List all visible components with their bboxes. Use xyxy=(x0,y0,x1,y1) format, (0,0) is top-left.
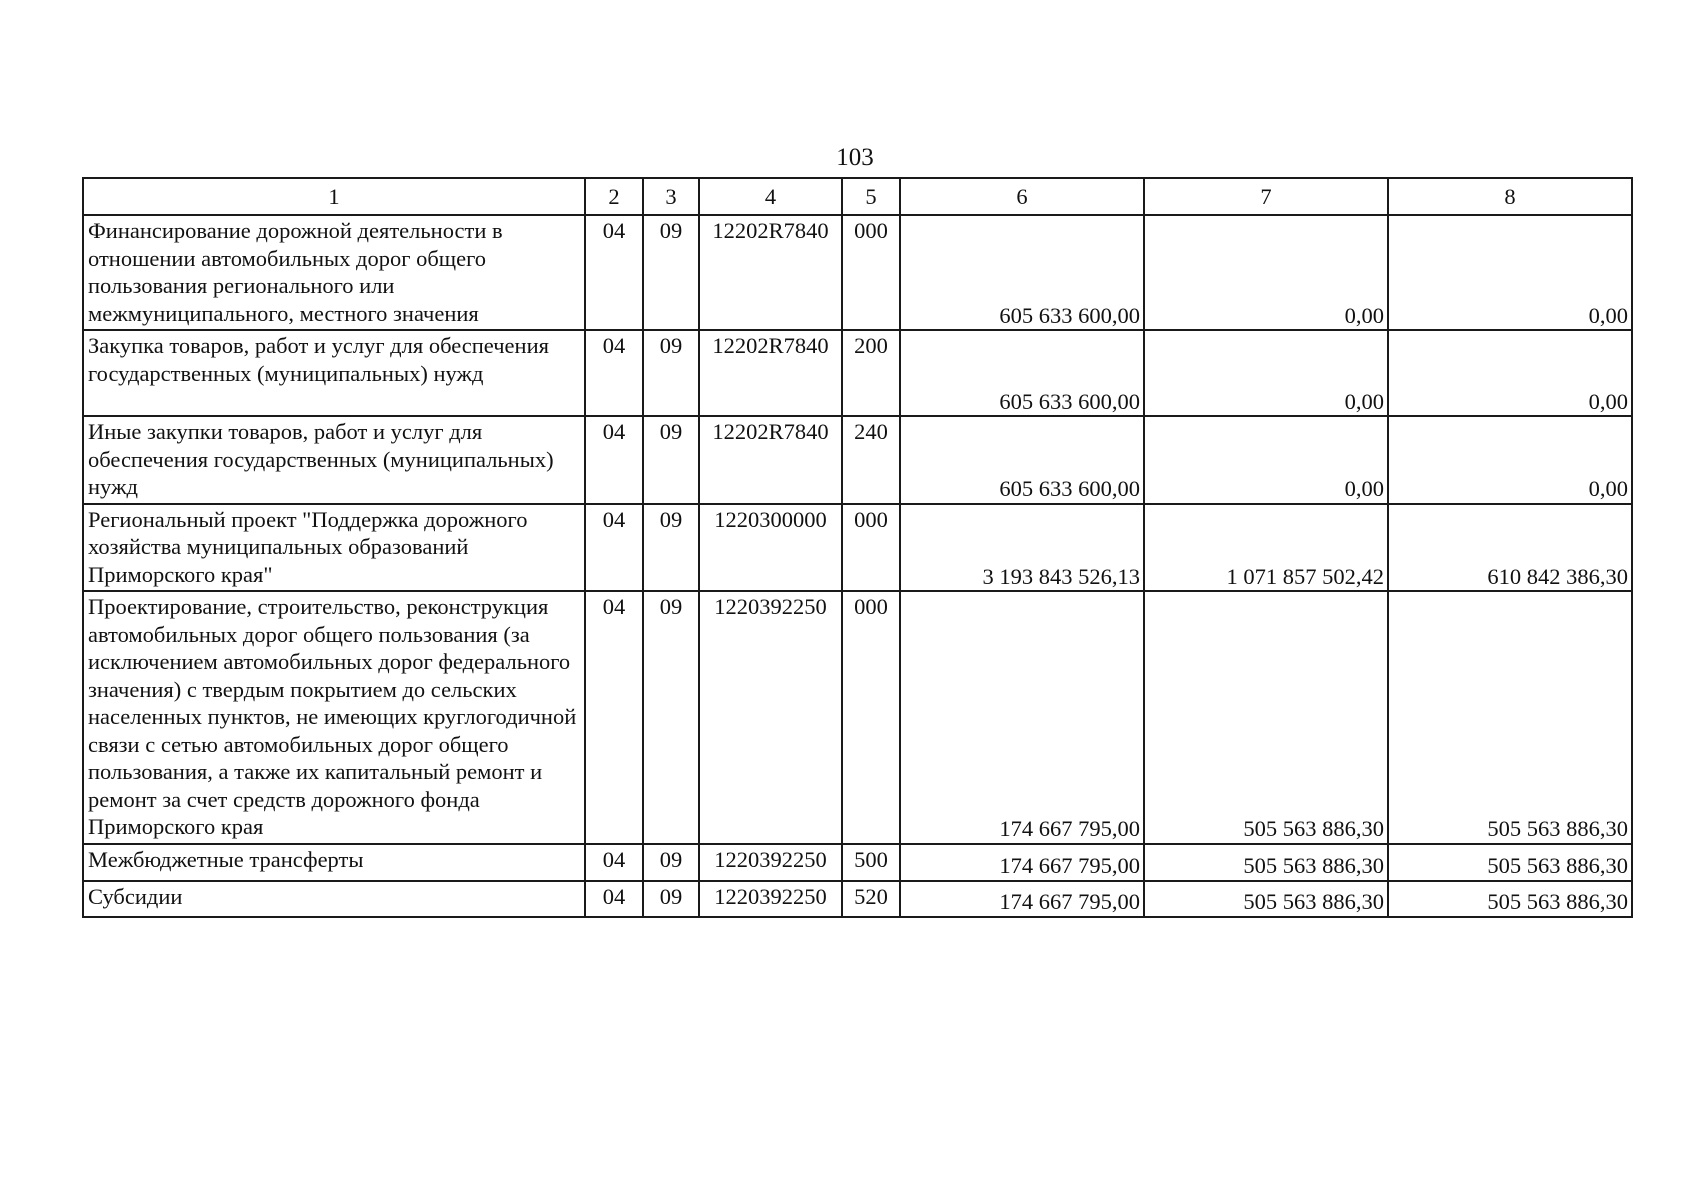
table-row xyxy=(83,591,1632,844)
row-amount-7: 505 563 886,30 xyxy=(1144,881,1388,917)
row-section: 04 xyxy=(585,416,643,504)
row-amount-7: 1 071 857 502,42 xyxy=(1144,504,1388,592)
row-amount-8: 505 563 886,30 xyxy=(1388,591,1632,844)
column-header: 4 xyxy=(699,178,842,215)
table-row xyxy=(83,215,1632,330)
column-header: 5 xyxy=(842,178,900,215)
row-amount-6: 174 667 795,00 xyxy=(900,881,1144,917)
row-section: 04 xyxy=(585,330,643,416)
row-amount-6: 605 633 600,00 xyxy=(900,215,1144,330)
row-amount-6: 3 193 843 526,13 xyxy=(900,504,1144,592)
row-subsection: 09 xyxy=(643,504,699,592)
column-header: 8 xyxy=(1388,178,1632,215)
row-amount-7: 505 563 886,30 xyxy=(1144,591,1388,844)
row-subsection: 09 xyxy=(643,591,699,844)
row-amount-8: 505 563 886,30 xyxy=(1388,844,1632,881)
budget-table xyxy=(82,177,1633,918)
row-amount-7: 0,00 xyxy=(1144,215,1388,330)
row-target-article: 1220300000 xyxy=(699,504,842,592)
row-section: 04 xyxy=(585,215,643,330)
row-name: Закупка товаров, работ и услуг для обеспечения государственных (муниципальных) нужд xyxy=(83,330,585,416)
row-section: 04 xyxy=(585,844,643,881)
row-amount-8: 610 842 386,30 xyxy=(1388,504,1632,592)
table-row xyxy=(83,330,1632,416)
row-amount-7: 0,00 xyxy=(1144,330,1388,416)
row-amount-6: 605 633 600,00 xyxy=(900,416,1144,504)
row-expense-type: 520 xyxy=(842,881,900,917)
table-header-row xyxy=(83,178,1632,215)
column-header: 7 xyxy=(1144,178,1388,215)
row-expense-type: 000 xyxy=(842,215,900,330)
row-amount-7: 0,00 xyxy=(1144,416,1388,504)
column-header: 3 xyxy=(643,178,699,215)
row-subsection: 09 xyxy=(643,881,699,917)
row-name: Региональный проект "Поддержка дорожного хозяйства муниципальных образований Приморского края" xyxy=(83,504,585,592)
row-amount-6: 174 667 795,00 xyxy=(900,591,1144,844)
row-section: 04 xyxy=(585,881,643,917)
row-target-article: 1220392250 xyxy=(699,844,842,881)
row-subsection: 09 xyxy=(643,215,699,330)
row-subsection: 09 xyxy=(643,416,699,504)
table-row xyxy=(83,504,1632,592)
table-row xyxy=(83,881,1632,917)
row-amount-6: 605 633 600,00 xyxy=(900,330,1144,416)
row-target-article: 12202R7840 xyxy=(699,215,842,330)
row-expense-type: 000 xyxy=(842,591,900,844)
row-amount-8: 0,00 xyxy=(1388,215,1632,330)
table-row xyxy=(83,416,1632,504)
row-amount-7: 505 563 886,30 xyxy=(1144,844,1388,881)
row-name: Межбюджетные трансферты xyxy=(83,844,585,881)
row-name: Иные закупки товаров, работ и услуг для обеспечения государственных (муниципальных) нужд xyxy=(83,416,585,504)
row-target-article: 12202R7840 xyxy=(699,416,842,504)
row-expense-type: 240 xyxy=(842,416,900,504)
row-name: Субсидии xyxy=(83,881,585,917)
row-section: 04 xyxy=(585,504,643,592)
row-amount-6: 174 667 795,00 xyxy=(900,844,1144,881)
row-amount-8: 0,00 xyxy=(1388,416,1632,504)
row-expense-type: 200 xyxy=(842,330,900,416)
table-row xyxy=(83,844,1632,881)
row-target-article: 12202R7840 xyxy=(699,330,842,416)
row-expense-type: 000 xyxy=(842,504,900,592)
row-amount-8: 0,00 xyxy=(1388,330,1632,416)
column-header: 2 xyxy=(585,178,643,215)
row-target-article: 1220392250 xyxy=(699,591,842,844)
row-subsection: 09 xyxy=(643,330,699,416)
row-name: Проектирование, строительство, реконструкция автомобильных дорог общего пользования (за исключением автомобильных дорог федерального значения) с твердым покрытием до сельских населенных пунктов, не имеющих круглогодичной связи с сетью автомобильных дорог общего пользования, а также их капитальный ремонт и ремонт за счет средств дорожного фонда Приморского края xyxy=(83,591,585,844)
column-header: 6 xyxy=(900,178,1144,215)
row-target-article: 1220392250 xyxy=(699,881,842,917)
row-subsection: 09 xyxy=(643,844,699,881)
column-header: 1 xyxy=(83,178,585,215)
row-expense-type: 500 xyxy=(842,844,900,881)
row-section: 04 xyxy=(585,591,643,844)
row-amount-8: 505 563 886,30 xyxy=(1388,881,1632,917)
page-number: 103 xyxy=(836,144,874,171)
row-name: Финансирование дорожной деятельности в отношении автомобильных дорог общего пользования регионального или межмуниципального, местного значения xyxy=(83,215,585,330)
